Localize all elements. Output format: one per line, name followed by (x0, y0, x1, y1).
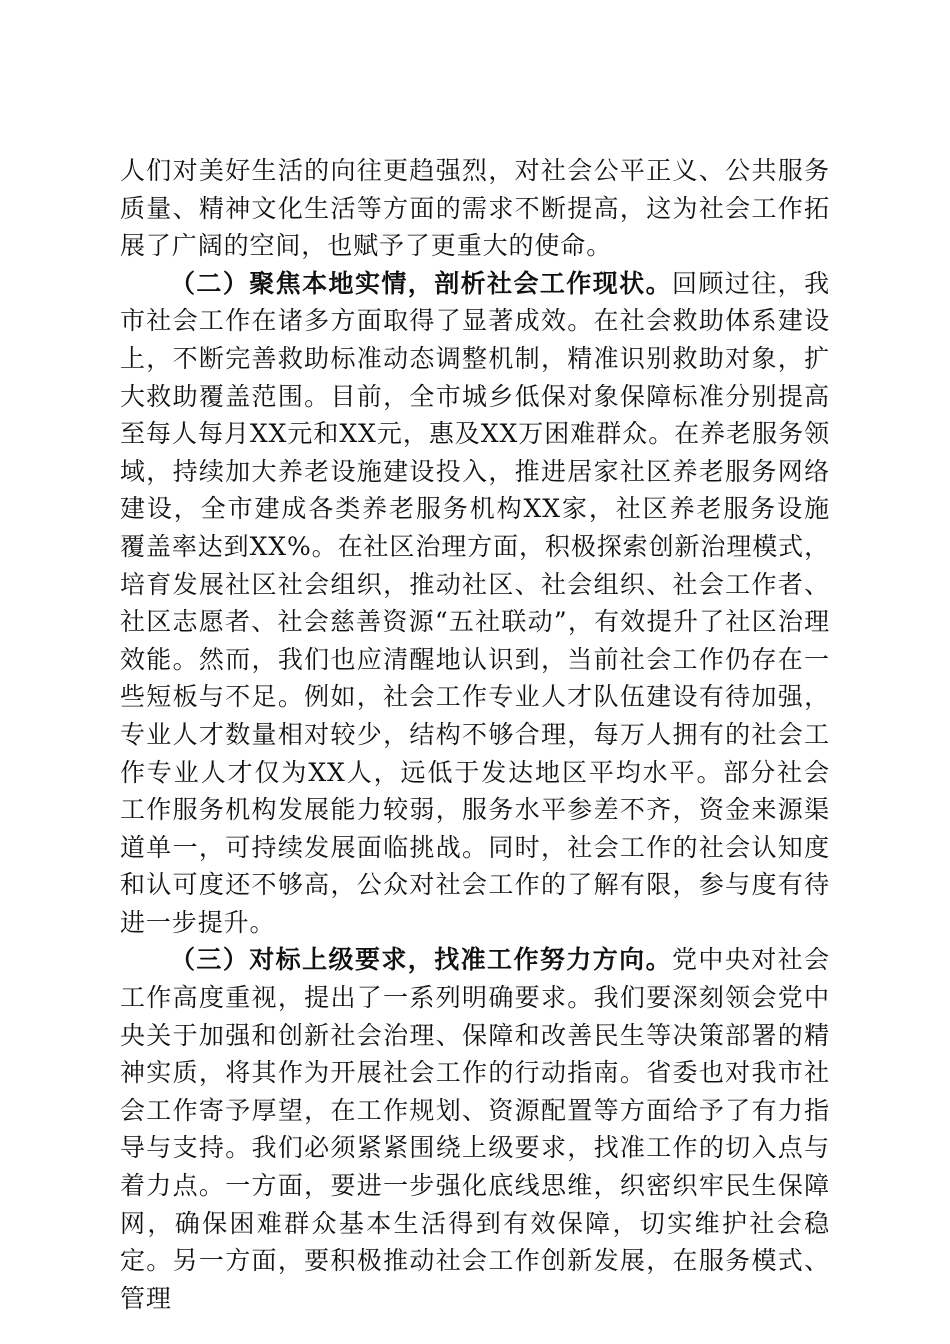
section-heading-3: （三）对标上级要求，找准工作努力方向。 (170, 945, 672, 975)
paragraph-section-2 (120, 265, 830, 942)
paragraph-text: 人们对美好生活的向往更趋强烈，对社会公平正义、公共服务质量、精神文化生活等方面的需求不断提高，这为社会工作拓展了广阔的空间，也赋予了更重大的使命。 (120, 156, 830, 261)
paragraph-continuation (120, 152, 830, 265)
paragraph-text: 回顾过往，我市社会工作在诸多方面取得了显著成效。在社会救助体系建设上，不断完善救助标准动态调整机制，精准识别救助对象，扩大救助覆盖范围。目前，全市城乡低保对象保障标准分别提高至每人每月XX元和XX元，惠及XX万困难群众。在养老服务领域，持续加大养老设施建设投入，推进居家社区养老服务网络建设，全市建成各类养老服务机构XX家，社区养老服务设施覆盖率达到XX%。在社区治理方面，积极探索创新治理模式，培育发展社区社会组织，推动社区、社会组织、社会工作者、社区志愿者、社会慈善资源“五社联动”，有效提升了社区治理效能。然而，我们也应清醒地认识到，当前社会工作仍存在一些短板与不足。例如，社会工作专业人才队伍建设有待加强，专业人才数量相对较少，结构不够合理，每万人拥有的社会工作专业人才仅为XX人，远低于发达地区平均水平。部分社会工作服务机构发展能力较弱，服务水平参差不齐，资金来源渠道单一，可持续发展面临挑战。同时，社会工作的社会认知度和认可度还不够高，公众对社会工作的了解有限，参与度有待进一步提升。 (120, 268, 831, 937)
section-heading-2: （二）聚焦本地实情，剖析社会工作现状。 (170, 268, 672, 298)
document-body (120, 152, 830, 1317)
paragraph-text: 党中央对社会工作高度重视，提出了一系列明确要求。我们要深刻领会党中央关于加强和创新社会治理、保障和改善民生等决策部署的精神实质，将其作为开展社会工作的行动指南。省委也对我市社会工作寄予厚望，在工作规划、资源配置等方面给予了有力指导与支持。我们必须紧紧围绕上级要求，找准工作的切入点与着力点。一方面，要进一步强化底线思维，织密织牢民生保障网，确保困难群众基本生活得到有效保障，切实维护社会稳定。另一方面，要积极推动社会工作创新发展，在服务模式、管理 (120, 945, 831, 1313)
paragraph-section-3 (120, 941, 830, 1317)
